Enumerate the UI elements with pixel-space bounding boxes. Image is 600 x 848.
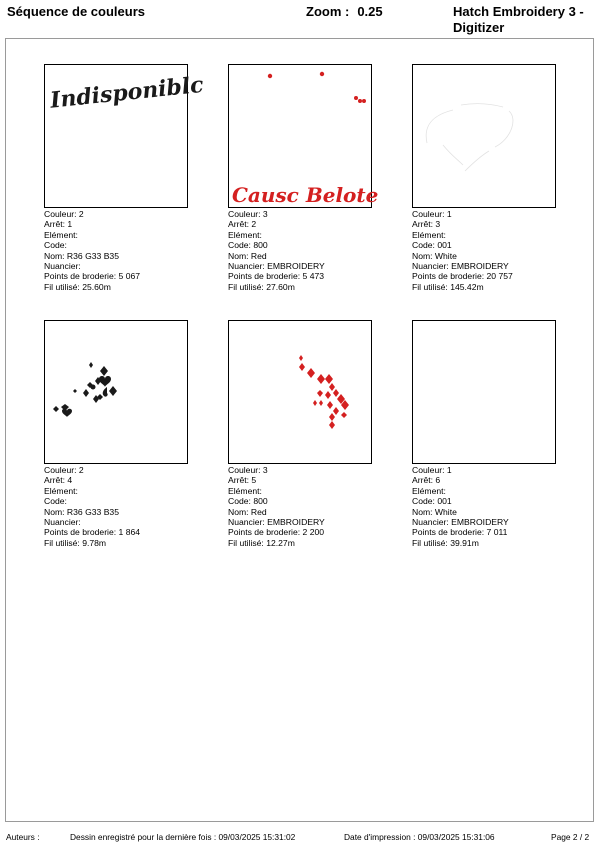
app-name xyxy=(453,4,598,36)
info-nom: Nom: White xyxy=(412,250,457,261)
info-element: Elément: xyxy=(44,485,78,496)
info-nom: Nom: R36 G33 B35 xyxy=(44,250,119,261)
info-arret: Arrêt: 3 xyxy=(412,219,441,230)
thumb-2-dot xyxy=(354,96,358,100)
info-points: Points de broderie: 1 864 xyxy=(44,527,141,538)
info-nom: Nom: Red xyxy=(228,250,267,261)
thumb-2-dot xyxy=(320,72,324,76)
info-nuancier: Nuancier: EMBROIDERY xyxy=(228,517,325,528)
thumbnail-6-art xyxy=(413,321,555,463)
info-code: Code: xyxy=(44,496,67,507)
info-1 xyxy=(44,209,188,292)
page-footer xyxy=(0,828,600,848)
info-2 xyxy=(228,209,372,292)
footer-print-date: Date d'impression : 09/03/2025 15:31:06 xyxy=(344,832,495,842)
thumb-4-card-suits xyxy=(53,362,117,417)
thumbnail-5-art xyxy=(229,321,371,463)
thumb-2-dot xyxy=(358,99,362,103)
color-step-2 xyxy=(228,64,379,292)
zoom-label: Zoom : xyxy=(306,4,350,19)
thumb-2-dot xyxy=(268,74,272,78)
info-arret: Arrêt: 4 xyxy=(44,475,73,486)
thumbnail-5 xyxy=(228,320,372,464)
page-title: Séquence de couleurs xyxy=(7,4,145,19)
info-code: Code: xyxy=(44,240,67,251)
info-fil: Fil utilisé: 145.42m xyxy=(412,281,484,292)
info-nuancier: Nuancier: EMBROIDERY xyxy=(412,517,509,528)
info-code: Code: 001 xyxy=(412,496,452,507)
info-element: Elément: xyxy=(44,229,78,240)
thumbnail-1-art xyxy=(45,65,205,207)
info-4 xyxy=(44,465,188,548)
thumbnail-4-art xyxy=(45,321,187,463)
thumb-3-white-stitches xyxy=(426,104,513,171)
info-code: Code: 800 xyxy=(228,240,268,251)
color-step-6 xyxy=(412,320,556,548)
info-points: Points de broderie: 2 200 xyxy=(228,527,325,538)
zoom-readout xyxy=(306,4,383,19)
thumbnail-3 xyxy=(412,64,556,208)
info-element: Elément: xyxy=(412,229,446,240)
info-points: Points de broderie: 7 011 xyxy=(412,527,508,538)
info-arret: Arrêt: 1 xyxy=(44,219,73,230)
info-couleur: Couleur: 3 xyxy=(228,465,268,475)
info-fil: Fil utilisé: 25.60m xyxy=(44,281,111,292)
zoom-value: 0.25 xyxy=(357,4,383,19)
info-nom: Nom: Red xyxy=(228,506,267,517)
info-nuancier: Nuancier: xyxy=(44,517,81,528)
info-couleur: Couleur: 2 xyxy=(44,465,84,475)
info-element: Elément: xyxy=(412,485,446,496)
info-fil: Fil utilisé: 27.60m xyxy=(228,281,295,292)
info-fil: Fil utilisé: 12.27m xyxy=(228,537,295,548)
info-points: Points de broderie: 20 757 xyxy=(412,271,513,282)
info-arret: Arrêt: 5 xyxy=(228,475,257,486)
info-fil: Fil utilisé: 9.78m xyxy=(44,537,107,548)
info-5 xyxy=(228,465,372,548)
info-element: Elément: xyxy=(228,485,262,496)
color-step-1 xyxy=(44,64,205,292)
thumbnail-2 xyxy=(228,64,379,208)
footer-authors: Auteurs : xyxy=(6,832,40,842)
thumb-2-dot xyxy=(362,99,366,103)
thumbnail-1 xyxy=(44,64,205,208)
info-6 xyxy=(412,465,556,548)
thumbnail-3-art xyxy=(413,65,555,207)
thumb-1-lettering: Indisponiblc xyxy=(48,71,205,114)
info-nom: Nom: R36 G33 B35 xyxy=(44,506,119,517)
color-step-5 xyxy=(228,320,372,548)
info-couleur: Couleur: 1 xyxy=(412,209,452,219)
info-element: Elément: xyxy=(228,229,262,240)
app-name-line2: Digitizer xyxy=(453,20,505,35)
thumb-2-lettering: Causc Belote xyxy=(232,183,379,207)
thumbnail-4 xyxy=(44,320,188,464)
info-nuancier: Nuancier: EMBROIDERY xyxy=(228,261,325,272)
footer-page-number: Page 2 / 2 xyxy=(551,832,590,842)
app-name-line1: Hatch Embroidery 3 - xyxy=(453,4,584,19)
thumb-5-card-suits xyxy=(299,355,349,429)
info-code: Code: 800 xyxy=(228,496,268,507)
thumbnail-2-art xyxy=(229,65,379,207)
color-step-4 xyxy=(44,320,188,548)
info-nuancier: Nuancier: EMBROIDERY xyxy=(412,261,509,272)
info-nuancier: Nuancier: xyxy=(44,261,81,272)
info-code: Code: 001 xyxy=(412,240,452,251)
info-3 xyxy=(412,209,556,292)
color-step-3 xyxy=(412,64,556,292)
info-couleur: Couleur: 3 xyxy=(228,209,268,219)
info-points: Points de broderie: 5 473 xyxy=(228,271,325,282)
info-arret: Arrêt: 2 xyxy=(228,219,257,230)
info-couleur: Couleur: 1 xyxy=(412,465,452,475)
info-fil: Fil utilisé: 39.91m xyxy=(412,537,479,548)
page-header xyxy=(0,0,600,36)
info-arret: Arrêt: 6 xyxy=(412,475,441,486)
info-nom: Nom: White xyxy=(412,506,457,517)
footer-saved-date: Dessin enregistré pour la dernière fois : 09/03/2025 15:31:02 xyxy=(70,832,296,842)
thumbnail-6 xyxy=(412,320,556,464)
info-points: Points de broderie: 5 067 xyxy=(44,271,141,282)
info-couleur: Couleur: 2 xyxy=(44,209,84,219)
